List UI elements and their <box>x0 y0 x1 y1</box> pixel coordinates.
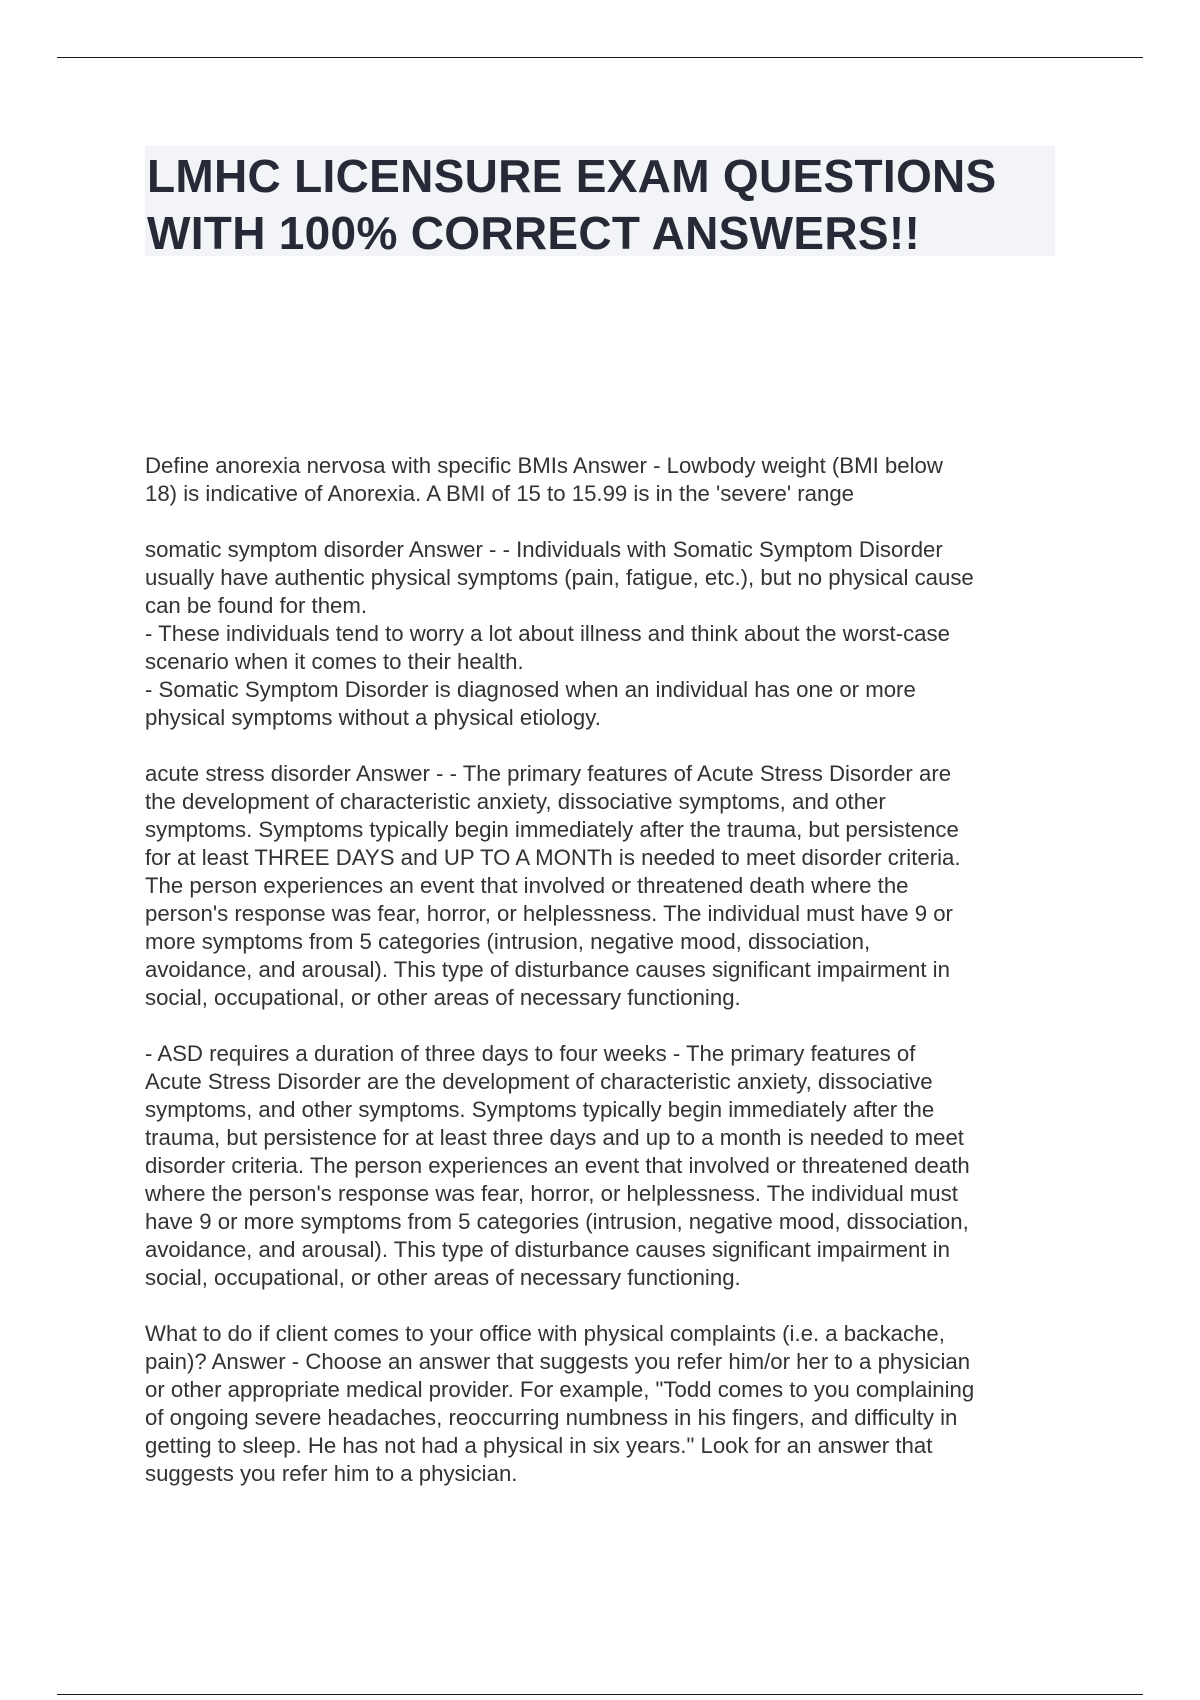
entry-anorexia-nervosa: Define anorexia nervosa with specific BMIs Answer - Lowbody weight (BMI below 18) is indicative of Anorexia. A BMI of 15 to 15.99 is in the 'severe' range <box>145 453 943 506</box>
document-title: LMHC LICENSURE EXAM QUESTIONS WITH 100% CORRECT ANSWERS!! <box>147 150 997 259</box>
title-banner <box>145 146 1055 259</box>
bottom-rule <box>57 1694 1143 1695</box>
entry-asd-duration: - ASD requires a duration of three days to four weeks - The primary features of Acute Stress Disorder are the development of characteristic anxiety, dissociative symptoms, and other symptoms. Symptoms typically begin immediately after the trauma, but persistence for at least three days and up to a month is needed to meet disorder criteria. The person experiences an event that involved or threatened death where the person's response was fear, horror, or helplessness. The individual must have 9 or more symptoms from 5 categories (intrusion, negative mood, dissociation, avoidance, and arousal). This type of disturbance causes significant impairment in social, occupational, or other areas of necessary functioning. <box>145 1041 970 1290</box>
entry-somatic-symptom-disorder: somatic symptom disorder Answer - - Individuals with Somatic Symptom Disorder usually have authentic physical symptoms (pain, fatigue, etc.), but no physical cause can be found for them. - These individuals tend to worry a lot about illness and think about the worst-case scenario when it comes to their health. - Somatic Symptom Disorder is diagnosed when an individual has one or more physical symptoms without a physical etiology. <box>145 537 974 730</box>
document-body <box>145 452 1065 1516</box>
entry-physical-complaints: What to do if client comes to your office with physical complaints (i.e. a backache, pain)? Answer - Choose an answer that suggests you refer him/or her to a physician or other appropriate medical provider. For example, "Todd comes to you complaining of ongoing severe headaches, reoccurring numbness in his fingers, and difficulty in getting to sleep. He has not had a physical in six years." Look for an answer that suggests you refer him to a physician. <box>145 1321 975 1486</box>
top-rule <box>57 57 1143 58</box>
entry-acute-stress-disorder: acute stress disorder Answer - - The primary features of Acute Stress Disorder are the development of characteristic anxiety, dissociative symptoms, and other symptoms. Symptoms typically begin immediately after the trauma, but persistence for at least THREE DAYS and UP TO A MONTh is needed to meet disorder criteria. The person experiences an event that involved or threatened death where the person's response was fear, horror, or helplessness. The individual must have 9 or more symptoms from 5 categories (intrusion, negative mood, dissociation, avoidance, and arousal). This type of disturbance causes significant impairment in social, occupational, or other areas of necessary functioning. <box>145 761 961 1010</box>
